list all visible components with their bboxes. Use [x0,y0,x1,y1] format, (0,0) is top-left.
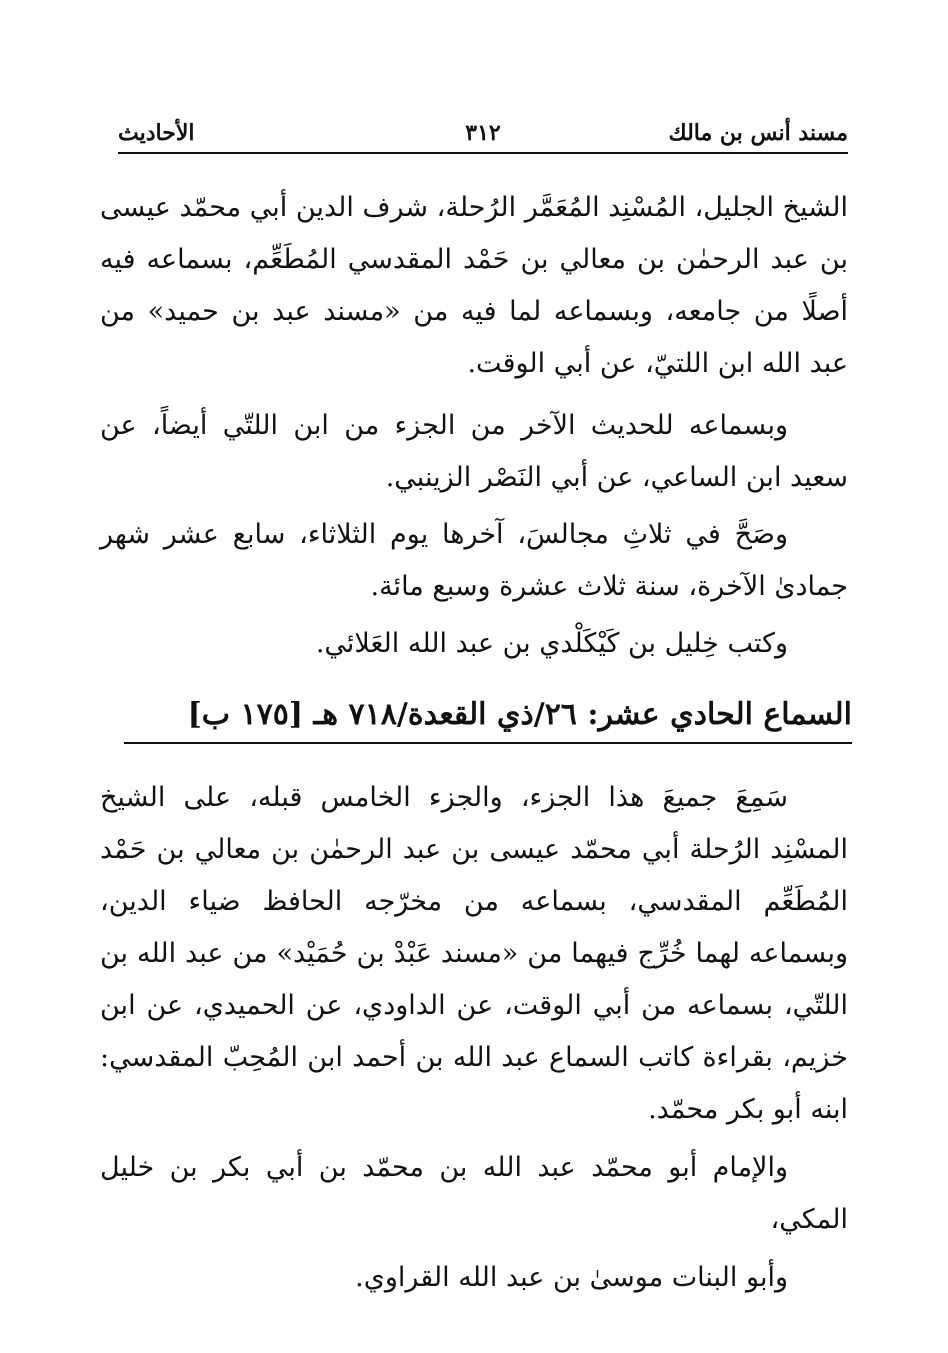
paragraph-text: الشيخ الجليل، المُسْنِد المُعَمَّر الرُحلة، شرف الدين أبي محمّد عيسى بن عبد الرحمٰن بن معالي بن حَمْد المقدسي المُطَعِّم، بسماعه فيه أصلًا من جامعه، وبسماعه لما فيه من «مسند عبد بن حميد» من عبد الله ابن اللتيّ، عن أبي الوقت. [100,192,849,379]
paragraph-6 [100,1142,848,1246]
section-heading: السماع الحادي عشر: ٢٦/ذي القعدة/٧١٨ هـ [١٧٥ ب] [124,692,852,744]
paragraph-2 [100,400,848,504]
running-header [118,112,848,154]
paragraph-1 [100,182,848,390]
paragraph-text: سَمِعَ جميعَ هذا الجزء، والجزء الخامس قبله، على الشيخ المسْنِد الرُحلة أبي محمّد عيسى بن عبد الرحمٰن بن معالي بن حَمْد المُطَعِّم المقدسي، بسماعه من مخرّجه الحافظ ضياء الدين، وبسماعه لهما خُرِّج فيهما من «مسند عَبْدْ بن حُمَيْد» من عبد الله بن اللتّي، بسماعه من أبي الوقت، عن الداودي، عن الحميدي، عن ابن خزيم، بقراءة كاتب السماع عبد الله بن أحمد ابن المُحِبّ المقدسي: ابنه أبو بكر محمّد. [100,782,848,1125]
paragraph-text: والإمام أبو محمّد عبد الله بن محمّد بن أبي بكر بن خليل المكي، [100,1152,848,1235]
paragraph-text: وصَحَّ في ثلاثِ مجالسَ، آخرها يوم الثلاثاء، سابع عشر شهر جمادىٰ الآخرة، سنة ثلاث عشرة وسبع مائة. [100,519,848,602]
book-title: مسند أنس بن مالك [668,120,848,146]
paragraph-text: وكتب خِليل بن كَيْكَلْدي بن عبد الله العَلائي. [315,628,788,659]
paragraph-5 [100,772,848,1136]
page-number: ٣١٢ [465,120,501,146]
paragraph-3 [100,509,848,613]
paragraph-text: وأبو البنات موسىٰ بن عبد الله القراوي. [355,1262,788,1293]
paragraph-text: وبسماعه للحديث الآخر من الجزء من ابن اللتّي أيضاً، عن سعيد ابن الساعي، عن أبي النَصْر الزينبي. [100,410,848,493]
section-title: الأحاديث [118,120,195,146]
paragraph-4 [100,618,848,670]
paragraph-7 [100,1252,848,1304]
